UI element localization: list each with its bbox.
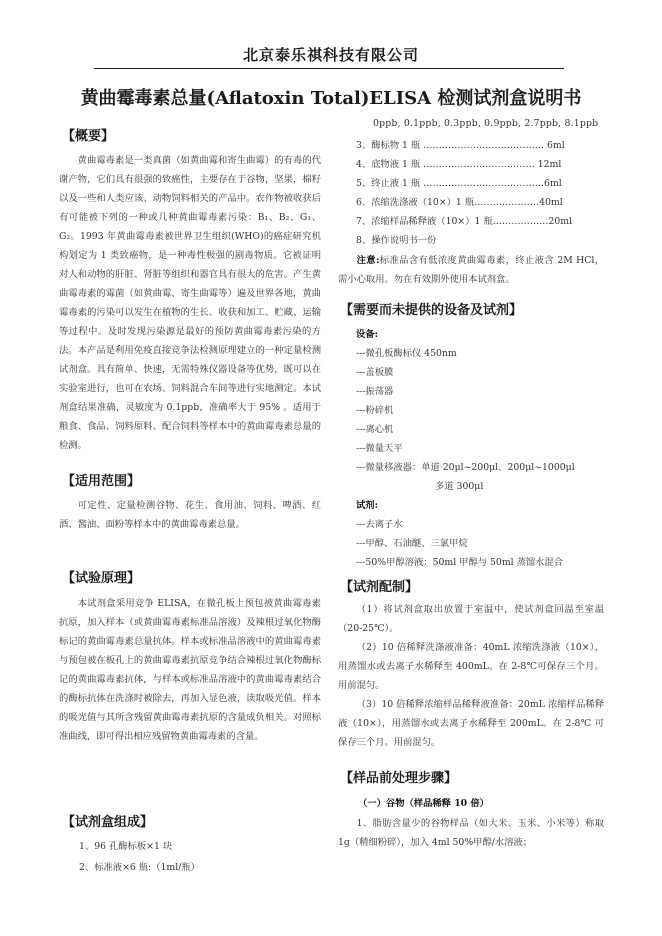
overview-heading: 【概要】 — [62, 129, 115, 144]
reagent-item: ---50%甲醇溶液：50ml 甲醇与 50ml 蒸馏水混合 — [356, 557, 564, 568]
kit-item: 3、酶标物 1 瓶 ………………………………… 6ml — [356, 140, 565, 151]
kit-item: 6、浓缩洗涤液（10×）1 瓶…………………40ml — [356, 197, 563, 208]
scope-heading: 【适用范围】 — [62, 474, 141, 489]
prep-paragraph-2: （2）10 倍稀释洗涤液准备：40mL 浓缩洗涤液（10×），用蒸馏水或去离子水稀释至 400mL。在 2-8℃可保存三个月。用前混匀。 — [338, 642, 604, 691]
kit-item: 4、底物液 1 瓶 ……………………………… 12ml — [356, 159, 562, 170]
sample-heading: 【样品前处理步骤】 — [340, 771, 458, 786]
header-divider — [94, 68, 564, 69]
device-item: ---盖板膜 — [356, 367, 394, 378]
company-name: 北京泰乐祺科技有限公司 — [242, 46, 419, 64]
principle-paragraph: 本试剂盒采用竞争 ELISA，在微孔板上预包被黄曲霉毒素抗原，加入样本（或黄曲霉毒素标准品溶液）及辣根过氧化物酶标记的黄曲霉毒素总量抗体。样本或标准品溶液中的黄曲霉毒素与预包被在板孔上的黄曲霉毒素抗原竞争结合辣根过氧化物酶标记的黄曲霉毒素抗体，与样本或标准品溶液中的黄曲霉毒素结合的酶标抗体在洗涤时被除去，再加入显色液，读取吸光值。样本的吸光值与其所含残留黄曲霉毒素抗原的含量成负相关。对照标准曲线，即可得出相应残留物黄曲霉毒素的含量。 — [59, 598, 321, 742]
kit-item: 8、操作说明书一份 — [356, 235, 437, 246]
device-item: ---微量移液器：单道 20μl~200μl、200μl~1000μl — [356, 462, 575, 473]
sample-subheading: （一）谷物（样品稀释 10 倍） — [358, 798, 489, 809]
reagent-item: ---去离子水 — [356, 519, 403, 530]
kit-item: 1、96 孔酶标板×1 块 — [79, 841, 173, 852]
kit-item: 2、标准液×6 瓶:（1ml/瓶） — [79, 862, 200, 873]
device-label: 设备: — [356, 329, 379, 340]
kit-item: 7、浓缩样品稀释液（10×）1 瓶………………20ml — [356, 216, 573, 227]
scope-paragraph: 可定性、定量检测谷物、花生、食用油、饲料、啤酒、红酒、酱油、面粉等样本中的黄曲霉毒素总量。 — [59, 500, 321, 530]
prep-paragraph-3: （3）10 倍稀释浓缩样品稀释液准备：20mL 浓缩样品稀释液（10×），用蒸馏水或去离子水稀释至 200mL。在 2-8℃ 可保存三个月。用前混匀。 — [338, 699, 604, 748]
device-item: ---微量天平 — [356, 443, 403, 454]
overview-paragraph-1: 黄曲霉毒素是一类真菌（如黄曲霉和寄生曲霉）的有毒的代谢产物，它们具有很强的致癌性，主要存在于谷物，坚果，棉籽以及一些和人类应该、动物饲料相关的产品中。农作物被收获后有可能被下列的一种或几种黄曲霉毒素污染：B₁、B₂、G₁、G₂。1993 年黄曲霉毒素被世界卫生组织(WHO)的癌症研究机构划定为 1 类致癌物，是一种毒性极强的剧毒物质。它被证明对人和动物的肝脏、肾脏等组织和器官具有很大的危害。产生黄曲霉毒素的霉菌（如黄曲霉、寄生曲霉等）遍及世界各地，黄曲霉毒素的污染可以发生在植物的生长、收获和加工、贮藏、运输等过程中。及时发现污染源是最好的预防黄曲霉毒素污染的方法。 — [59, 155, 321, 356]
note-paragraph — [338, 251, 604, 289]
document-title: 黄曲霉毒素总量(Aflatoxin Total)ELISA 检测试剂盒说明书 — [80, 88, 582, 109]
equipment-heading: 【需要而未提供的设备及试剂】 — [340, 303, 523, 318]
prep-paragraph-1: （1）将试剂盒取出放置于室温中，使试剂盒回温至室温（20-25℃）。 — [338, 604, 604, 634]
reagent-label: 试剂: — [356, 500, 379, 511]
principle-heading: 【试验原理】 — [62, 571, 141, 586]
sample-paragraph: 1、脂肪含量少的谷物样品（如大米、玉米、小米等）称取 1g（精细粉碎），加入 4ml 50%甲醇/水溶液； — [338, 818, 604, 848]
reagent-item: ---甲醇、石油醚、三氯甲烷 — [356, 538, 468, 549]
kit-standards-values: 0ppb, 0.1ppb, 0.3ppb, 0.9ppb, 2.7ppb, 8.1ppb — [373, 118, 599, 129]
note-text: 标准品含有低浓度黄曲霉毒素，终止液含 2M HCl，需小心取用。勿在有效期外使用本试剂盒。 — [338, 255, 604, 285]
overview-paragraph-2: 本产品是利用免疫直接竞争法检测原理建立的一种定量检测试剂盒。具有简单、快速，无需特殊仪器设备等优势，既可以在实验室进行，也可在农场、饲料混合车间等进行实地测定。本试剂盒结果准确，灵敏度为 0.1ppb，准确率大于 95% 。适用于粮食、食品、饲料原料、配合饲料等样本中的黄曲霉毒素总量的检测。 — [59, 345, 321, 451]
device-item: ---离心机 — [356, 424, 394, 435]
device-item: ---粉碎机 — [356, 405, 394, 416]
prep-heading: 【试剂配制】 — [340, 580, 419, 595]
note-label: 注意: — [356, 255, 380, 266]
kit-item: 5、终止液 1 瓶 …………………………………6ml — [356, 178, 562, 189]
kit-heading: 【试剂盒组成】 — [62, 815, 154, 830]
device-item: ---微孔板酶标仪 450nm — [356, 348, 457, 359]
device-item: 多道 300μl — [435, 481, 484, 492]
device-item: ---振荡器 — [356, 386, 394, 397]
